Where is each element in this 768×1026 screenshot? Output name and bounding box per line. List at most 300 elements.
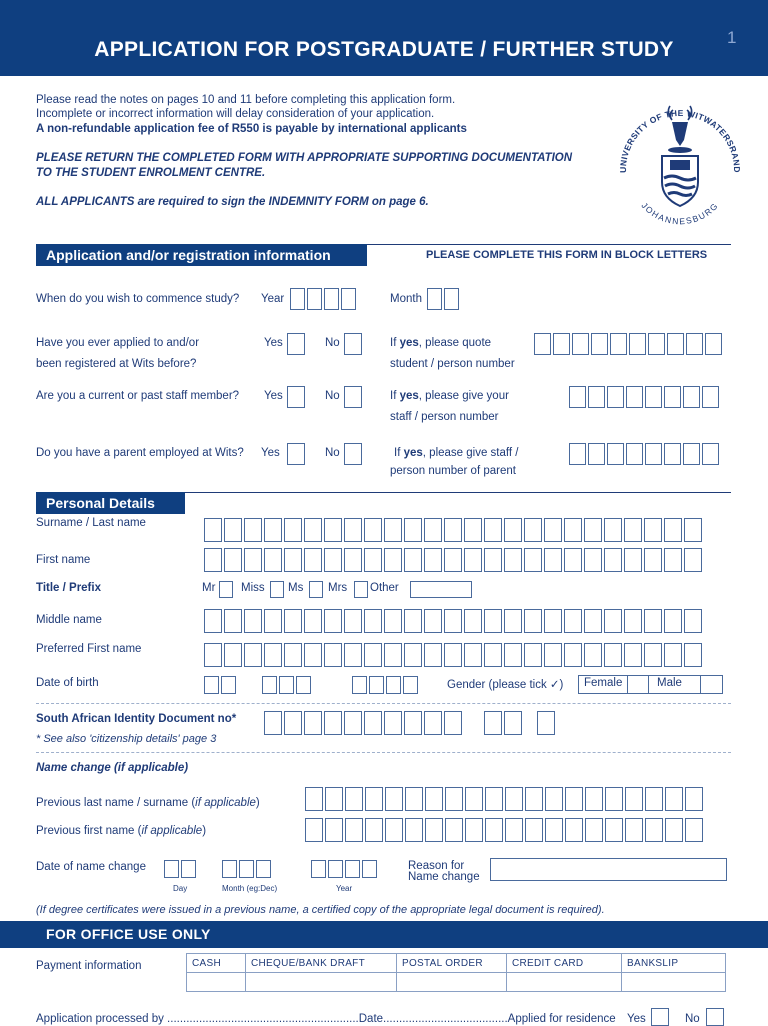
middle-name-letter-box[interactable] bbox=[344, 609, 362, 633]
previous-first-name-box[interactable] bbox=[345, 818, 363, 842]
preferred-name-letter-box[interactable] bbox=[684, 643, 702, 667]
sa-id-digit-box[interactable] bbox=[364, 711, 382, 735]
previous-first-name-box[interactable] bbox=[405, 818, 423, 842]
dob-year-box[interactable] bbox=[386, 676, 401, 694]
applied-before-question-2: been registered at Wits before? bbox=[36, 358, 197, 370]
processed-by-line: Application processed by ............................................................Date.......................................Applied for residence bbox=[36, 1013, 616, 1025]
middle-name-letter-box[interactable] bbox=[484, 609, 502, 633]
preferred-name-letter-box[interactable] bbox=[364, 643, 382, 667]
change-day-box[interactable] bbox=[164, 860, 179, 878]
middle-name-letter-box[interactable] bbox=[424, 609, 442, 633]
middle-name-letter-box[interactable] bbox=[464, 609, 482, 633]
year-digit-box[interactable] bbox=[290, 288, 305, 310]
sa-id-digit-box[interactable] bbox=[444, 711, 462, 735]
previous-last-name-boxes[interactable] bbox=[305, 787, 705, 811]
first-name-letter-box[interactable] bbox=[664, 548, 682, 572]
first-name-letter-box[interactable] bbox=[604, 548, 622, 572]
middle-name-letter-box[interactable] bbox=[664, 609, 682, 633]
sa-id-digit-box[interactable] bbox=[284, 711, 302, 735]
surname-letter-box[interactable] bbox=[304, 518, 322, 542]
staff-question: Are you a current or past staff member? bbox=[36, 390, 240, 402]
change-day-box[interactable] bbox=[181, 860, 196, 878]
first-name-letter-box[interactable] bbox=[344, 548, 362, 572]
payment-col-credit-card: CREDIT CARD bbox=[507, 954, 622, 973]
dob-year-boxes[interactable] bbox=[352, 676, 420, 694]
surname-letter-box[interactable] bbox=[364, 518, 382, 542]
previous-last-name-box[interactable] bbox=[325, 787, 343, 811]
middle-name-letter-box[interactable] bbox=[544, 609, 562, 633]
parent-number-boxes[interactable] bbox=[569, 443, 721, 465]
previous-first-name-box[interactable] bbox=[625, 818, 643, 842]
parent-number-box[interactable] bbox=[702, 443, 719, 465]
surname-label: Surname / Last name bbox=[36, 517, 146, 529]
preferred-name-letter-box[interactable] bbox=[484, 643, 502, 667]
first-name-letter-box[interactable] bbox=[404, 548, 422, 572]
preferred-name-letter-box[interactable] bbox=[524, 643, 542, 667]
sa-id-digit-box[interactable] bbox=[404, 711, 422, 735]
preferred-name-letter-box[interactable] bbox=[284, 643, 302, 667]
surname-letter-box[interactable] bbox=[644, 518, 662, 542]
payment-postal-cell[interactable] bbox=[397, 973, 507, 992]
change-year-box[interactable] bbox=[362, 860, 377, 878]
year-label: Year bbox=[261, 293, 285, 305]
gender-label: Gender (please tick ✓) bbox=[447, 679, 564, 691]
sa-id-label: South African Identity Document no* bbox=[36, 713, 237, 725]
surname-letter-box[interactable] bbox=[604, 518, 622, 542]
no-label: No bbox=[325, 447, 340, 459]
staff-number-box[interactable] bbox=[626, 386, 643, 408]
previous-last-name-box[interactable] bbox=[685, 787, 703, 811]
residence-yes-checkbox[interactable] bbox=[651, 1008, 669, 1026]
change-month-box[interactable] bbox=[222, 860, 237, 878]
surname-letter-box[interactable] bbox=[244, 518, 262, 542]
dob-month-box[interactable] bbox=[296, 676, 311, 694]
surname-letter-box[interactable] bbox=[504, 518, 522, 542]
previous-first-name-box[interactable] bbox=[365, 818, 383, 842]
student-number-box[interactable] bbox=[610, 333, 627, 355]
preferred-name-letter-box[interactable] bbox=[584, 643, 602, 667]
applied-yes-checkbox[interactable] bbox=[287, 333, 305, 355]
staff-number-box[interactable] bbox=[645, 386, 662, 408]
parent-number-box[interactable] bbox=[664, 443, 681, 465]
staff-yes-checkbox[interactable] bbox=[287, 386, 305, 408]
preferred-name-letter-box[interactable] bbox=[244, 643, 262, 667]
surname-letter-box[interactable] bbox=[224, 518, 242, 542]
staff-number-box[interactable] bbox=[664, 386, 681, 408]
miss-checkbox[interactable] bbox=[270, 581, 284, 598]
change-year-box[interactable] bbox=[311, 860, 326, 878]
surname-letter-box[interactable] bbox=[524, 518, 542, 542]
student-number-box[interactable] bbox=[686, 333, 703, 355]
preferred-name-letter-box[interactable] bbox=[324, 643, 342, 667]
student-number-box[interactable] bbox=[667, 333, 684, 355]
surname-letter-box[interactable] bbox=[684, 518, 702, 542]
student-number-box[interactable] bbox=[572, 333, 589, 355]
parent-number-box[interactable] bbox=[683, 443, 700, 465]
svg-text:UNIVERSITY OF THE WITWATERSRAN: UNIVERSITY OF THE WITWATERSRAND bbox=[617, 107, 743, 173]
middle-name-letter-box[interactable] bbox=[224, 609, 242, 633]
change-month-boxes[interactable] bbox=[222, 860, 273, 878]
first-name-letter-box[interactable] bbox=[544, 548, 562, 572]
preferred-name-letter-box[interactable] bbox=[224, 643, 242, 667]
first-name-letter-box[interactable] bbox=[384, 548, 402, 572]
student-number-box[interactable] bbox=[705, 333, 722, 355]
previous-first-name-box[interactable] bbox=[545, 818, 563, 842]
change-year-box[interactable] bbox=[328, 860, 343, 878]
change-day-boxes[interactable] bbox=[164, 860, 198, 878]
middle-name-letter-box[interactable] bbox=[384, 609, 402, 633]
mrs-label: Mrs bbox=[328, 582, 348, 594]
previous-last-name-box[interactable] bbox=[445, 787, 463, 811]
middle-name-letter-box[interactable] bbox=[524, 609, 542, 633]
ms-label: Ms bbox=[288, 582, 304, 594]
preferred-name-letter-box[interactable] bbox=[344, 643, 362, 667]
previous-first-name-box[interactable] bbox=[565, 818, 583, 842]
change-year-box[interactable] bbox=[345, 860, 360, 878]
surname-letter-box[interactable] bbox=[264, 518, 282, 542]
month-digit-box[interactable] bbox=[427, 288, 442, 310]
student-number-box[interactable] bbox=[553, 333, 570, 355]
previous-last-name-box[interactable] bbox=[565, 787, 583, 811]
dotted-divider bbox=[36, 752, 731, 753]
preferred-name-letter-box[interactable] bbox=[544, 643, 562, 667]
residence-no-label: No bbox=[685, 1013, 700, 1025]
first-name-letter-box[interactable] bbox=[424, 548, 442, 572]
middle-name-letter-box[interactable] bbox=[684, 609, 702, 633]
preferred-name-letter-box[interactable] bbox=[384, 643, 402, 667]
parent-number-box[interactable] bbox=[588, 443, 605, 465]
miss-label: Miss bbox=[241, 582, 265, 594]
payment-bankslip-cell[interactable] bbox=[622, 973, 726, 992]
previous-last-name-box[interactable] bbox=[405, 787, 423, 811]
student-number-box[interactable] bbox=[648, 333, 665, 355]
parent-question: Do you have a parent employed at Wits? bbox=[36, 447, 244, 459]
first-name-letter-box[interactable] bbox=[324, 548, 342, 572]
surname-letter-box[interactable] bbox=[564, 518, 582, 542]
male-checkbox[interactable] bbox=[700, 675, 723, 694]
change-month-box[interactable] bbox=[239, 860, 254, 878]
ms-checkbox[interactable] bbox=[309, 581, 323, 598]
preferred-name-letter-box[interactable] bbox=[564, 643, 582, 667]
preferred-name-letter-box[interactable] bbox=[204, 643, 222, 667]
previous-last-name-box[interactable] bbox=[425, 787, 443, 811]
previous-last-name-box[interactable] bbox=[385, 787, 403, 811]
date-name-change-label: Date of name change bbox=[36, 861, 146, 873]
previous-last-name-box[interactable] bbox=[525, 787, 543, 811]
first-name-letter-box[interactable] bbox=[364, 548, 382, 572]
first-name-boxes[interactable] bbox=[204, 548, 704, 572]
reason-input[interactable] bbox=[490, 858, 727, 881]
middle-name-letter-box[interactable] bbox=[584, 609, 602, 633]
section-personal-heading: Personal Details bbox=[36, 492, 185, 514]
middle-name-letter-box[interactable] bbox=[304, 609, 322, 633]
sa-id-boxes[interactable] bbox=[264, 711, 464, 735]
sa-id-digit-box[interactable] bbox=[504, 711, 522, 735]
intro-line-1: Please read the notes on pages 10 and 11 before completing this application form. bbox=[36, 94, 456, 106]
return-line-1: PLEASE RETURN THE COMPLETED FORM WITH APPROPRIATE SUPPORTING DOCUMENTATION bbox=[36, 152, 573, 164]
preferred-name-letter-box[interactable] bbox=[444, 643, 462, 667]
previous-last-name-box[interactable] bbox=[605, 787, 623, 811]
previous-first-name-box[interactable] bbox=[585, 818, 603, 842]
previous-last-name-box[interactable] bbox=[485, 787, 503, 811]
previous-last-name-box[interactable] bbox=[505, 787, 523, 811]
staff-number-box[interactable] bbox=[588, 386, 605, 408]
staff-number-box[interactable] bbox=[683, 386, 700, 408]
previous-first-name-box[interactable] bbox=[525, 818, 543, 842]
intro-fee: A non-refundable application fee of R550 is payable by international applicants bbox=[36, 123, 467, 135]
intro-line-2: Incomplete or incorrect information will delay consideration of your application. bbox=[36, 108, 435, 120]
previous-first-name-boxes[interactable] bbox=[305, 818, 705, 842]
change-year-boxes[interactable] bbox=[311, 860, 379, 878]
parent-number-label: person number of parent bbox=[390, 465, 516, 477]
preferred-name-letter-box[interactable] bbox=[664, 643, 682, 667]
previous-first-name-box[interactable] bbox=[605, 818, 623, 842]
surname-letter-box[interactable] bbox=[444, 518, 462, 542]
middle-name-letter-box[interactable] bbox=[564, 609, 582, 633]
commence-month-boxes[interactable] bbox=[427, 288, 461, 310]
middle-name-label: Middle name bbox=[36, 614, 102, 626]
mr-checkbox[interactable] bbox=[219, 581, 233, 598]
parent-number-box[interactable] bbox=[626, 443, 643, 465]
applied-before-question-1: Have you ever applied to and/or bbox=[36, 337, 200, 349]
sa-id-extra-boxes[interactable] bbox=[484, 711, 524, 735]
section-application-heading: Application and/or registration information bbox=[36, 244, 367, 266]
name-change-heading: Name change (if applicable) bbox=[36, 762, 189, 774]
first-name-letter-box[interactable] bbox=[504, 548, 522, 572]
dob-month-box[interactable] bbox=[262, 676, 277, 694]
surname-letter-box[interactable] bbox=[624, 518, 642, 542]
dob-month-box[interactable] bbox=[279, 676, 294, 694]
reason-label-2: Name change bbox=[408, 871, 480, 883]
previous-first-name-box[interactable] bbox=[485, 818, 503, 842]
sa-id-digit-box[interactable] bbox=[484, 711, 502, 735]
surname-boxes[interactable] bbox=[204, 518, 704, 542]
surname-letter-box[interactable] bbox=[384, 518, 402, 542]
payment-col-cash: CASH bbox=[187, 954, 246, 973]
year-caption: Year bbox=[336, 884, 353, 893]
student-number-box[interactable] bbox=[629, 333, 646, 355]
surname-letter-box[interactable] bbox=[484, 518, 502, 542]
no-label: No bbox=[325, 390, 340, 402]
first-name-letter-box[interactable] bbox=[624, 548, 642, 572]
first-name-letter-box[interactable] bbox=[204, 548, 222, 572]
office-use-heading: FOR OFFICE USE ONLY bbox=[46, 926, 211, 942]
reason-label-1: Reason for bbox=[408, 860, 465, 872]
sa-id-digit-box[interactable] bbox=[324, 711, 342, 735]
year-digit-box[interactable] bbox=[307, 288, 322, 310]
residence-no-checkbox[interactable] bbox=[706, 1008, 724, 1026]
payment-cash-cell[interactable] bbox=[187, 973, 246, 992]
month-label: Month bbox=[390, 293, 422, 305]
preferred-name-letter-box[interactable] bbox=[264, 643, 282, 667]
previous-last-name-box[interactable] bbox=[545, 787, 563, 811]
payment-cheque-cell[interactable] bbox=[246, 973, 397, 992]
previous-first-name-box[interactable] bbox=[645, 818, 663, 842]
payment-credit-card-cell[interactable] bbox=[507, 973, 622, 992]
surname-letter-box[interactable] bbox=[544, 518, 562, 542]
other-title-input[interactable] bbox=[410, 581, 472, 598]
surname-letter-box[interactable] bbox=[464, 518, 482, 542]
page-number: 1 bbox=[727, 28, 737, 47]
day-caption: Day bbox=[173, 884, 188, 893]
university-crest-logo bbox=[612, 98, 748, 234]
previous-first-name-box[interactable] bbox=[665, 818, 683, 842]
block-letters-note: PLEASE COMPLETE THIS FORM IN BLOCK LETTERS bbox=[426, 249, 708, 261]
female-checkbox[interactable] bbox=[627, 675, 649, 694]
preferred-name-letter-box[interactable] bbox=[604, 643, 622, 667]
first-name-letter-box[interactable] bbox=[524, 548, 542, 572]
parent-number-box[interactable] bbox=[569, 443, 586, 465]
first-name-letter-box[interactable] bbox=[244, 548, 262, 572]
surname-letter-box[interactable] bbox=[324, 518, 342, 542]
sa-id-note: * See also 'citizenship details' page 3 bbox=[36, 733, 217, 745]
dob-day-boxes[interactable] bbox=[204, 676, 238, 694]
preferred-name-letter-box[interactable] bbox=[304, 643, 322, 667]
payment-method-table bbox=[186, 953, 726, 992]
preferred-name-letter-box[interactable] bbox=[464, 643, 482, 667]
change-month-box[interactable] bbox=[256, 860, 271, 878]
staff-no-checkbox[interactable] bbox=[344, 386, 362, 408]
sa-id-digit-box[interactable] bbox=[344, 711, 362, 735]
preferred-name-letter-box[interactable] bbox=[504, 643, 522, 667]
middle-name-letter-box[interactable] bbox=[404, 609, 422, 633]
first-name-letter-box[interactable] bbox=[684, 548, 702, 572]
first-name-letter-box[interactable] bbox=[464, 548, 482, 572]
mrs-checkbox[interactable] bbox=[354, 581, 368, 598]
previous-last-name-label: Previous last name / surname (if applicable) bbox=[36, 797, 260, 809]
dob-day-box[interactable] bbox=[204, 676, 219, 694]
student-number-box[interactable] bbox=[591, 333, 608, 355]
year-digit-box[interactable] bbox=[341, 288, 356, 310]
previous-first-name-box[interactable] bbox=[385, 818, 403, 842]
section-divider bbox=[185, 492, 731, 493]
staff-number-boxes[interactable] bbox=[569, 386, 721, 408]
parent-no-checkbox[interactable] bbox=[344, 443, 362, 465]
if-yes-parent-text: If yes, please give staff / bbox=[394, 447, 519, 459]
student-number-box[interactable] bbox=[534, 333, 551, 355]
previous-first-name-box[interactable] bbox=[325, 818, 343, 842]
parent-yes-checkbox[interactable] bbox=[287, 443, 305, 465]
preferred-name-letter-box[interactable] bbox=[644, 643, 662, 667]
middle-name-letter-box[interactable] bbox=[364, 609, 382, 633]
staff-number-box[interactable] bbox=[702, 386, 719, 408]
dob-year-box[interactable] bbox=[369, 676, 384, 694]
previous-first-name-label: Previous first name (if applicable) bbox=[36, 825, 207, 837]
payment-col-cheque: CHEQUE/BANK DRAFT bbox=[246, 954, 397, 973]
preferred-name-letter-box[interactable] bbox=[424, 643, 442, 667]
previous-last-name-box[interactable] bbox=[625, 787, 643, 811]
surname-letter-box[interactable] bbox=[344, 518, 362, 542]
parent-number-box[interactable] bbox=[607, 443, 624, 465]
sa-id-digit-box[interactable] bbox=[304, 711, 322, 735]
dob-year-box[interactable] bbox=[403, 676, 418, 694]
middle-name-letter-box[interactable] bbox=[244, 609, 262, 633]
middle-name-letter-box[interactable] bbox=[504, 609, 522, 633]
middle-name-letter-box[interactable] bbox=[324, 609, 342, 633]
previous-last-name-box[interactable] bbox=[585, 787, 603, 811]
surname-letter-box[interactable] bbox=[284, 518, 302, 542]
middle-name-letter-box[interactable] bbox=[264, 609, 282, 633]
payment-info-label: Payment information bbox=[36, 960, 142, 972]
first-name-letter-box[interactable] bbox=[564, 548, 582, 572]
preferred-name-letter-box[interactable] bbox=[624, 643, 642, 667]
staff-number-label: staff / person number bbox=[390, 411, 499, 423]
dob-day-box[interactable] bbox=[221, 676, 236, 694]
parent-number-box[interactable] bbox=[645, 443, 662, 465]
first-name-letter-box[interactable] bbox=[644, 548, 662, 572]
first-name-letter-box[interactable] bbox=[584, 548, 602, 572]
previous-first-name-box[interactable] bbox=[685, 818, 703, 842]
female-label: Female bbox=[584, 677, 623, 689]
other-label: Other bbox=[370, 582, 399, 594]
middle-name-letter-box[interactable] bbox=[644, 609, 662, 633]
surname-letter-box[interactable] bbox=[424, 518, 442, 542]
surname-letter-box[interactable] bbox=[404, 518, 422, 542]
previous-last-name-box[interactable] bbox=[345, 787, 363, 811]
preferred-name-letter-box[interactable] bbox=[404, 643, 422, 667]
previous-first-name-box[interactable] bbox=[425, 818, 443, 842]
previous-first-name-box[interactable] bbox=[505, 818, 523, 842]
dob-year-box[interactable] bbox=[352, 676, 367, 694]
staff-number-box[interactable] bbox=[607, 386, 624, 408]
first-name-letter-box[interactable] bbox=[264, 548, 282, 572]
first-name-letter-box[interactable] bbox=[304, 548, 322, 572]
previous-last-name-box[interactable] bbox=[305, 787, 323, 811]
sa-id-digit-box[interactable] bbox=[264, 711, 282, 735]
applied-no-checkbox[interactable] bbox=[344, 333, 362, 355]
first-name-letter-box[interactable] bbox=[224, 548, 242, 572]
title-prefix-label: Title / Prefix bbox=[36, 582, 101, 594]
middle-name-letter-box[interactable] bbox=[284, 609, 302, 633]
no-label: No bbox=[325, 337, 340, 349]
return-line-2: TO THE STUDENT ENROLMENT CENTRE. bbox=[36, 167, 266, 179]
first-name-letter-box[interactable] bbox=[284, 548, 302, 572]
previous-last-name-box[interactable] bbox=[365, 787, 383, 811]
previous-first-name-box[interactable] bbox=[305, 818, 323, 842]
sa-id-digit-box[interactable] bbox=[384, 711, 402, 735]
previous-last-name-box[interactable] bbox=[665, 787, 683, 811]
payment-col-postal: POSTAL ORDER bbox=[397, 954, 507, 973]
middle-name-letter-box[interactable] bbox=[604, 609, 622, 633]
student-number-boxes[interactable] bbox=[534, 333, 724, 355]
middle-name-letter-box[interactable] bbox=[444, 609, 462, 633]
middle-name-letter-box[interactable] bbox=[204, 609, 222, 633]
sa-id-check-digit-box[interactable] bbox=[537, 711, 555, 735]
staff-number-box[interactable] bbox=[569, 386, 586, 408]
surname-letter-box[interactable] bbox=[584, 518, 602, 542]
yes-label: Yes bbox=[261, 447, 280, 459]
previous-first-name-box[interactable] bbox=[445, 818, 463, 842]
month-digit-box[interactable] bbox=[444, 288, 459, 310]
dob-month-boxes[interactable] bbox=[262, 676, 313, 694]
section-divider bbox=[367, 244, 731, 245]
previous-last-name-box[interactable] bbox=[465, 787, 483, 811]
middle-name-boxes[interactable] bbox=[204, 609, 704, 633]
surname-letter-box[interactable] bbox=[664, 518, 682, 542]
preferred-name-boxes[interactable] bbox=[204, 643, 704, 667]
first-name-letter-box[interactable] bbox=[444, 548, 462, 572]
previous-first-name-box[interactable] bbox=[465, 818, 483, 842]
previous-last-name-box[interactable] bbox=[645, 787, 663, 811]
yes-label: Yes bbox=[264, 337, 283, 349]
surname-letter-box[interactable] bbox=[204, 518, 222, 542]
commence-year-boxes[interactable] bbox=[290, 288, 358, 310]
first-name-letter-box[interactable] bbox=[484, 548, 502, 572]
if-yes-staff-text: If yes, please give your bbox=[390, 390, 509, 402]
middle-name-letter-box[interactable] bbox=[624, 609, 642, 633]
sa-id-digit-box[interactable] bbox=[424, 711, 442, 735]
year-digit-box[interactable] bbox=[324, 288, 339, 310]
